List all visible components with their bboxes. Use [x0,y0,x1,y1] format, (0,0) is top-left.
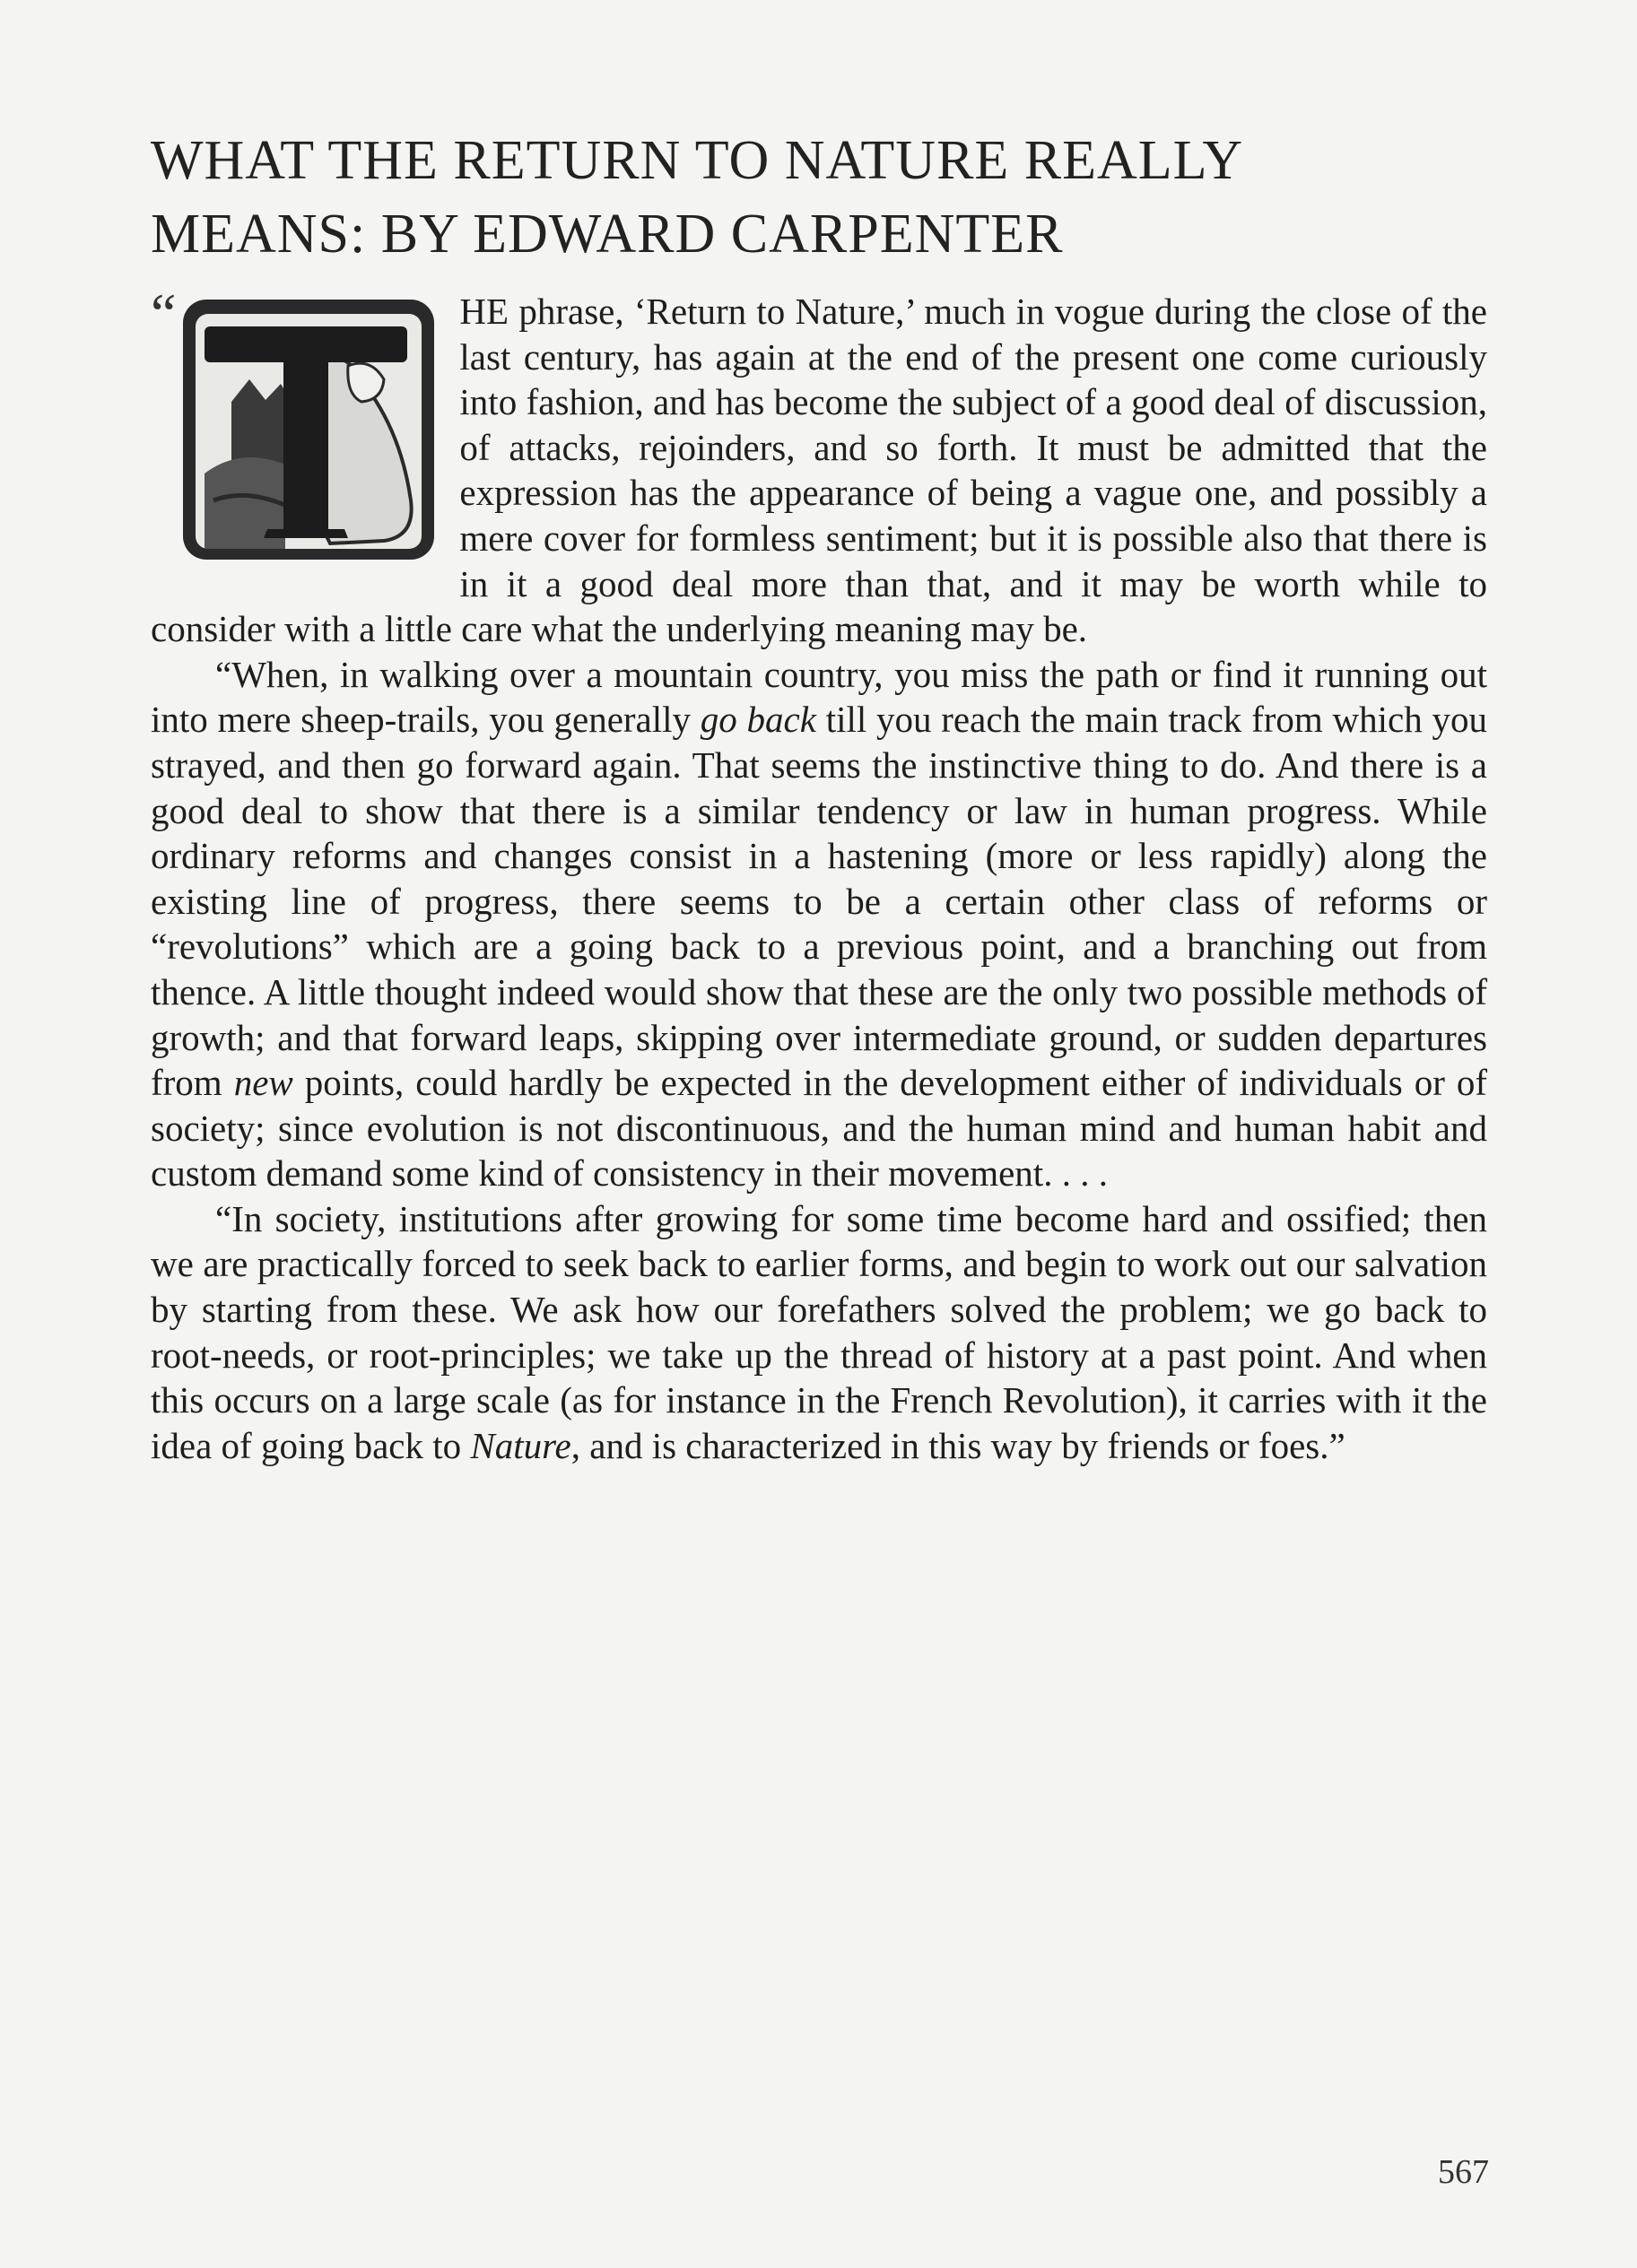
page-number: 567 [1438,2153,1489,2191]
paragraph-2-emphasis-2: new [233,1062,293,1104]
paragraph-1 [151,282,1487,652]
drop-cap-svg [178,294,440,565]
paragraph-3 [151,1196,1487,1469]
paragraph-3-part-1: “In society, institutions after growing for some time become hard and ossified; then we are practically forced to seek back to earlier forms, and begin to work out our salvation by starting from these. We ask how our forefathers solved the problem; we go back to root-needs, or root-principles; we take up the thread of history at a past point. And when this occurs on a large scale (as for instance in the French Revolution), it carries with it the idea of going back to [151,1197,1487,1466]
paragraph-1-text: HE phrase, ‘Return to Nature,’ much in vogue during the close of the last century, has again at the end of the present one come curiously into fashion, and has become the subject of a good deal of discussion, of attacks, rejoinders, and so forth. It must be admitted that the expression has the appearance of being a vague one, and possibly a mere cover for formless sentiment; but it is possible also that there is in it a good deal more than that, and it may be worth while to consider with a little care what the underlying meaning may be. [151,291,1487,650]
paragraph-3-emphasis-1: Nature [470,1424,571,1466]
opening-quote-mark: “ [151,282,177,345]
paragraph-2 [151,652,1487,1196]
article-title [151,124,1496,271]
drop-cap-illustration [178,294,440,565]
paragraph-2-emphasis-1: go back [700,699,816,741]
drop-cap-letter: T [306,466,312,476]
title-line-2: MEANS: BY EDWARD CARPENTER [151,204,1064,265]
paragraph-3-part-2: , and is characterized in this way by friends or foes.” [570,1424,1345,1466]
paragraph-2-part-1: “When, in walking over a mountain country, you miss the path or find it running out into mere sheep-trails, you generally [151,653,1487,741]
article-body [151,282,1487,1468]
paragraph-2-part-3: points, could hardly be expected in the development either of individuals or of society; since evolution is not discontinuous, and the human mind and human habit and custom demand some kind of consistency in their movement. . . . [151,1062,1487,1195]
paragraph-2-part-2: till you reach the main track from which you strayed, and then go forward again. That seems the instinctive thing to do. And there is a good deal to show that there is a similar tendency or law in human progress. While ordinary reforms and changes consist in a hastening (more or less rapidly) along the existing line of progress, there seems to be a certain other class of reforms or “revolutions” which are a going back to a previous point, and a branching out from thence. A little thought indeed would show that these are the only two possible methods of growth; and that forward leaps, skipping over intermediate ground, or sudden departures from [151,699,1487,1104]
title-line-1: WHAT THE RETURN TO NATURE REALLY [151,130,1244,191]
